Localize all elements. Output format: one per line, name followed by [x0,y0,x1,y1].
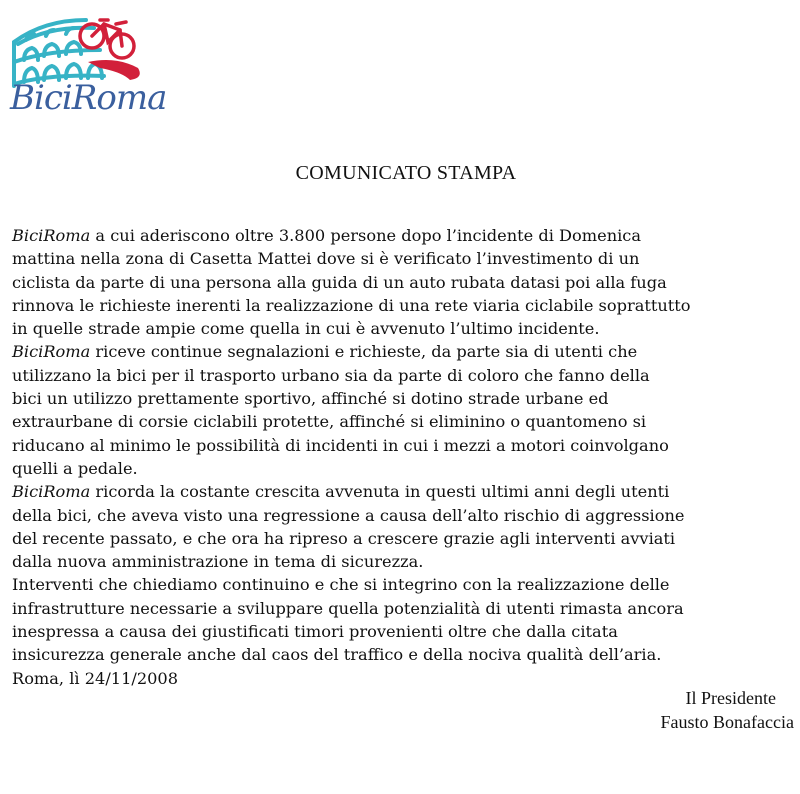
line-text: inespressa a causa dei giustificati timori provenienti oltre che dalla citata [12,622,618,642]
line-text: extraurbane di corsie ciclabili protette, affinché si eliminino o quantomeno si [12,412,647,432]
line-text: a cui aderiscono oltre 3.800 persone dopo l’incidente di Domenica [90,226,642,245]
line-text: bici un utilizzo prettamente sportivo, affinché si dotino strade urbane ed [12,389,609,409]
signature-block [661,686,794,734]
body-line [12,294,800,317]
body-line [12,597,800,620]
line-text: della bici, che aveva visto una regressione a causa dell’alto rischio di aggressione [12,505,685,525]
body-line [12,480,800,503]
brand-text: BiciRoma [10,78,167,118]
brand-mention: BiciRoma [12,342,91,362]
line-text: dalla nuova amministrazione in tema di sicurezza. [12,552,424,572]
line-text: riceve continue segnalazioni e richieste, da parte sia di utenti che [90,342,638,362]
brand-mention: BiciRoma [12,226,91,245]
line-text: mattina nella zona di Casetta Mattei dove si è verificato l’investimento di un [12,249,640,269]
body-line [12,620,800,643]
line-text: del recente passato, e che ora ha ripreso a crescere grazie agli interventi avviati [12,528,676,548]
body-line [12,573,800,596]
body-line [12,643,800,666]
line-text: ricorda la costante crescita avvenuta in questi ultimi anni degli utenti [90,482,670,502]
brand-mention: BiciRoma [12,482,91,502]
line-text: in quelle strade ampie come quella in cui è avvenuto l’ultimo incidente. [12,319,600,339]
body-line [12,434,800,457]
line-text: utilizzano la bici per il trasporto urbano sia da parte di coloro che fanno della [12,365,650,385]
body-line [12,364,800,387]
line-text: insicurezza generale anche dal caos del traffico e della nociva qualità dell’aria. [12,645,662,665]
signature-role: Il Presidente [685,688,776,708]
line-text: rinnova le richieste inerenti la realizzazione di una rete viaria ciclabile soprattutto [12,295,691,315]
line-text: riducano al minimo le possibilità di incidenti in cui i mezzi a motori coinvolgano [12,435,669,455]
line-text: infrastrutture necessarie a sviluppare quella potenzialità di utenti rimasta ancora [12,598,684,618]
body-line [12,317,800,340]
body-line [12,387,800,410]
line-text: ciclista da parte di una persona alla guida di un auto rubata datasi poi alla fuga [12,272,667,292]
body-line [12,527,800,550]
signature-name: Fausto Bonafaccia [660,712,794,732]
body-line [12,247,800,270]
body-line [12,271,800,294]
body-line [12,224,800,247]
body-line [12,410,800,433]
line-text: quelli a pedale. [12,458,138,478]
body-line [12,504,800,527]
document-title: COMUNICATO STAMPA [295,162,517,184]
press-release-body [12,224,800,690]
line-text: Interventi che chiediamo continuino e che si integrino con la realizzazione delle [12,575,670,595]
body-line [12,340,800,363]
biciroma-logo [4,6,167,124]
line-text: Roma, lì 24/11/2008 [12,668,179,688]
body-line [12,550,800,573]
body-line [12,457,800,480]
